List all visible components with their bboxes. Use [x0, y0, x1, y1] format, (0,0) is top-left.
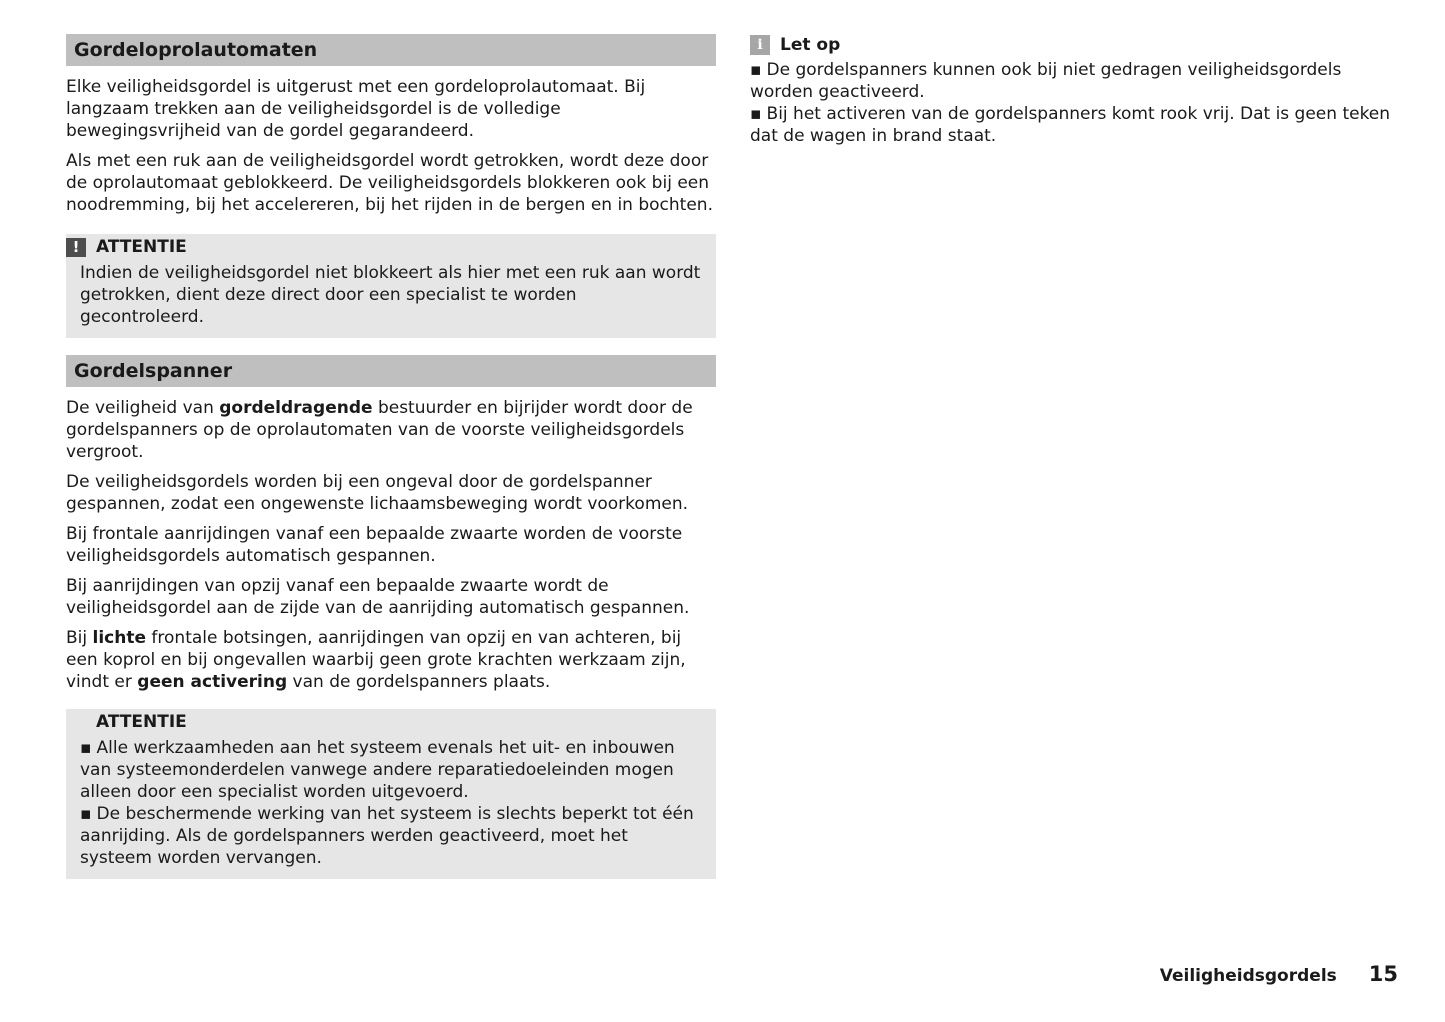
warning-list-item: ▪ De beschermende werking van het systeem is slechts beperkt tot één aanrijding. Als de gordelspanners werden geactiveerd, moet het systeem worden vervangen.	[80, 803, 702, 869]
paragraph: Bij frontale aanrijdingen vanaf een bepaalde zwaarte worden de voorste veiligheidsgordels automatisch gespannen.	[66, 524, 683, 566]
note-title	[750, 34, 1400, 56]
paragraph	[66, 397, 716, 463]
info-icon: i	[750, 35, 770, 55]
warning-title-text: ATTENTIE	[96, 712, 187, 732]
text-run: Bij	[66, 628, 93, 648]
warning-title	[72, 236, 702, 258]
warning-title-text: ATTENTIE	[96, 237, 187, 257]
bold-text: geen activering	[137, 672, 288, 692]
page-footer	[1160, 962, 1398, 986]
section-heading-gordeloprolautomaten: Gordeloprolautomaten	[66, 34, 716, 66]
left-column	[66, 34, 716, 896]
warning-list-item: ▪ Alle werkzaamheden aan het systeem evenals het uit- en inbouwen van systeemonderdelen vanwege andere reparatiedoeleinden mogen alleen door een specialist worden uitgevoerd.	[80, 737, 702, 803]
paragraph: Elke veiligheidsgordel is uitgerust met een gordeloprolautomaat. Bij langzaam trekken aan de veiligheidsgordel is de volledige bewegingsvrijheid van de gordel gegarandeerd.	[66, 77, 646, 141]
warning-text: Indien de veiligheidsgordel niet blokkeert als hier met een ruk aan wordt getrokken, dient deze direct door een specialist te worden gecontroleerd.	[80, 263, 701, 327]
paragraph: Als met een ruk aan de veiligheidsgordel wordt getrokken, wordt deze door de oprolautomaat geblokkeerd. De veiligheidsgordels blokkeren ook bij een noodremming, bij het accelereren, bij het rijden in de bergen en in bochten.	[66, 151, 713, 215]
footer-chapter-title: Veiligheidsgordels	[1159, 966, 1337, 986]
text-run: De veiligheid van	[66, 398, 220, 418]
text-run: van de gordelspanners plaats.	[287, 672, 551, 692]
warning-box	[66, 234, 716, 338]
note-title-text: Let op	[780, 35, 841, 55]
warning-box	[66, 709, 716, 879]
bold-text: lichte	[92, 628, 147, 648]
right-column	[750, 34, 1400, 147]
section-heading-gordelspanner: Gordelspanner	[66, 355, 716, 387]
paragraph	[66, 627, 716, 693]
text-run: bestuurder en bijrijder wordt door de gordelspanners op de oprolautomaten van de voorste veiligheidsgordels vergroot.	[66, 398, 693, 462]
bold-text: gordeldragende	[219, 398, 373, 418]
exclamation-icon: !	[66, 238, 86, 257]
note-list-item: ▪ Bij het activeren van de gordelspanners komt rook vrij. Dat is geen teken dat de wagen in brand staat.	[750, 103, 1400, 147]
text-run: frontale botsingen, aanrijdingen van opzij en van achteren, bij een koprol en bij ongevallen waarbij geen grote krachten werkzaam zijn, vindt er	[66, 628, 686, 692]
note-box	[750, 34, 1400, 147]
paragraph: De veiligheidsgordels worden bij een ongeval door de gordelspanner gespannen, zodat een ongewenste lichaamsbeweging wordt voorkomen.	[66, 472, 689, 514]
warning-title	[80, 711, 702, 733]
note-list-item: ▪ De gordelspanners kunnen ook bij niet gedragen veiligheidsgordels worden geactiveerd.	[750, 59, 1400, 103]
paragraph: Bij aanrijdingen van opzij vanaf een bepaalde zwaarte wordt de veiligheidsgordel aan de zijde van de aanrijding automatisch gespannen.	[66, 576, 690, 618]
page-number: 15	[1368, 962, 1398, 986]
